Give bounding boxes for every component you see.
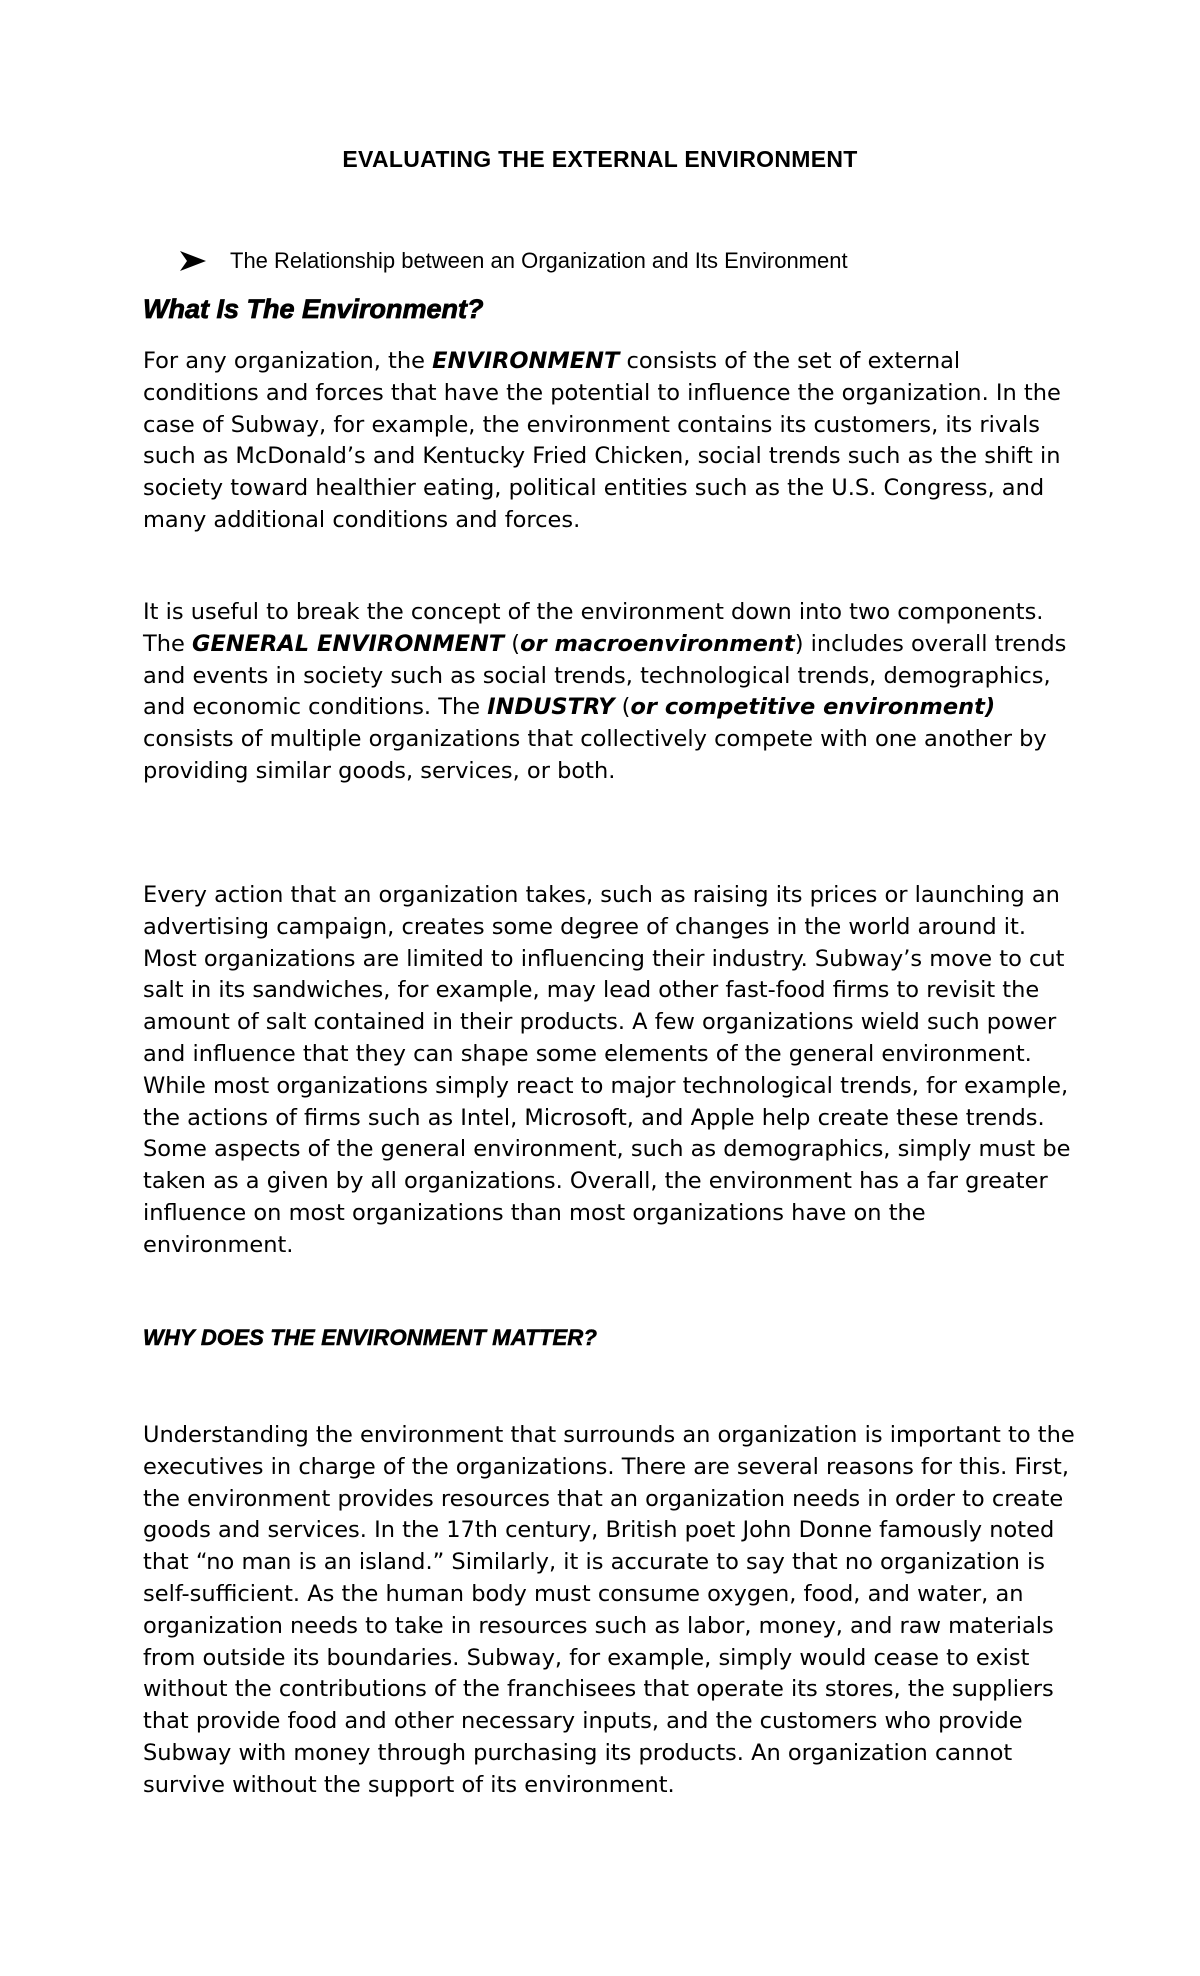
bullet-item bbox=[178, 248, 848, 274]
text-run: ( bbox=[614, 694, 631, 721]
paragraph bbox=[143, 597, 1083, 788]
text-run: consists of the set of external conditions and forces that have the potential to influence the organization. In the case of Subway, for example, the environment contains its customers, its rivals such as McDonald’s and Kentucky Fried Chicken, social trends such as the shift in society toward healthier eating, political entities such as the U.S. Congress, and many additional conditions and forces. bbox=[143, 348, 1061, 533]
section-heading: What Is The Environment? bbox=[143, 294, 484, 324]
key-term: INDUSTRY bbox=[487, 694, 615, 721]
paragraph bbox=[143, 346, 1083, 537]
document-title: EVALUATING THE EXTERNAL ENVIRONMENT bbox=[342, 146, 858, 172]
arrowhead-bullet-icon bbox=[178, 250, 208, 272]
text-run: It is useful to break the concept of the environment down into two components. The bbox=[143, 599, 1044, 657]
paragraph: Understanding the environment that surrounds an organization is important to the executives in charge of the organizations. There are several reasons for this. First, the environment provides resources that an organization needs in order to create goods and services. In the 17th century, British poet John Donne famously noted that “no man is an island.” Similarly, it is accurate to say that no organization is self-sufficient. As the human body must consume oxygen, food, and water, an organization needs to take in resources such as labor, money, and raw materials from outside its boundaries. Subway, for example, simply would cease to exist without the contributions of the franchisees that operate its stores, the suppliers that provide food and other necessary inputs, and the customers who provide Subway with money through purchasing its products. An organization cannot survive without the support of its environment. bbox=[143, 1422, 1075, 1798]
bullet-text: The Relationship between an Organization and Its Environment bbox=[230, 248, 848, 273]
key-term: ENVIRONMENT bbox=[432, 348, 620, 374]
paragraph: Every action that an organization takes, such as raising its prices or launching an advertising campaign, creates some degree of changes in the world around it. Most organizations are limited to influencing their industry. Subway’s move to cut salt in its sandwiches, for example, may lead other fast-food firms to revisit the amount of salt contained in their products. A few organizations wield such power and influence that they can shape some elements of the general environment. While most organizations simply react to major technological trends, for example, the actions of firms such as Intel, Microsoft, and Apple help create these trends. Some aspects of the general environment, such as demographics, simply must be taken as a given by all organizations. Overall, the environment has a far greater influence on most organizations than most organizations have on the environment. bbox=[143, 882, 1071, 1258]
section-heading: WHY DOES THE ENVIRONMENT MATTER? bbox=[143, 1325, 598, 1350]
text-run: ) includes overall trends and events in society such as social trends, technological trends, demographics, and economic conditions. The bbox=[143, 630, 1067, 721]
text-run: For any organization, the bbox=[143, 348, 433, 374]
text-run: ( bbox=[504, 630, 521, 657]
key-term: or macroenvironment bbox=[520, 630, 795, 657]
key-term: GENERAL ENVIRONMENT bbox=[192, 630, 505, 657]
key-term: or competitive environment) bbox=[630, 694, 996, 721]
text-run: consists of multiple organizations that collectively compete with one another by providing similar goods, services, or both. bbox=[143, 726, 1047, 784]
